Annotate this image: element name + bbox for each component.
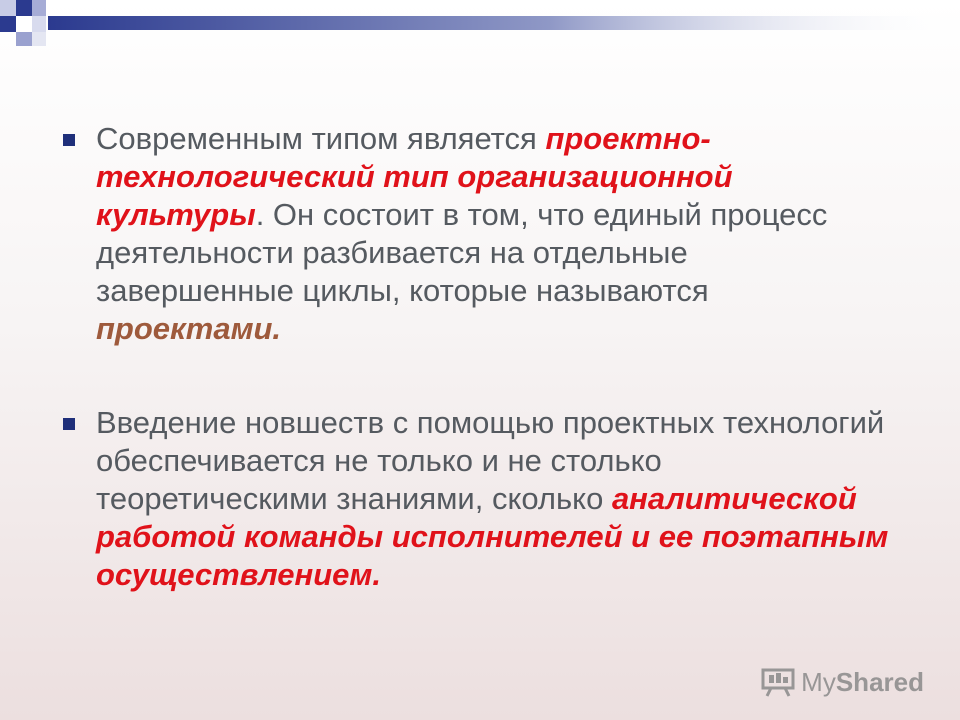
header-decoration bbox=[0, 0, 960, 60]
highlight-term: проектно-технологический тип организационной культуры bbox=[96, 121, 733, 232]
highlight-term: аналитической работой команды исполнителей и ее поэтапным осуществлением. bbox=[96, 481, 889, 592]
bullet-square-icon bbox=[63, 134, 75, 146]
bullet-item-2 bbox=[60, 404, 890, 594]
bullet-1-text: Современным типом является проектно-технологический тип организационной культуры. Он состоит в том, что единый процесс деятельности разбивается на отдельные завершенные циклы, которые называются проектами. bbox=[96, 121, 828, 346]
bullet-square-icon bbox=[63, 418, 75, 430]
slide-body bbox=[60, 120, 890, 650]
myshared-watermark: MyShared bbox=[761, 667, 924, 698]
bullet-item-1 bbox=[60, 120, 890, 348]
highlight-term: проектами. bbox=[96, 311, 282, 346]
bullet-2-text: Введение новшеств с помощью проектных технологий обеспечивается не только и не столько теоретическими знаниями, сколько аналитической работой команды исполнителей и ее поэтапным осуществлением. bbox=[96, 405, 889, 592]
presentation-board-icon bbox=[761, 668, 795, 698]
